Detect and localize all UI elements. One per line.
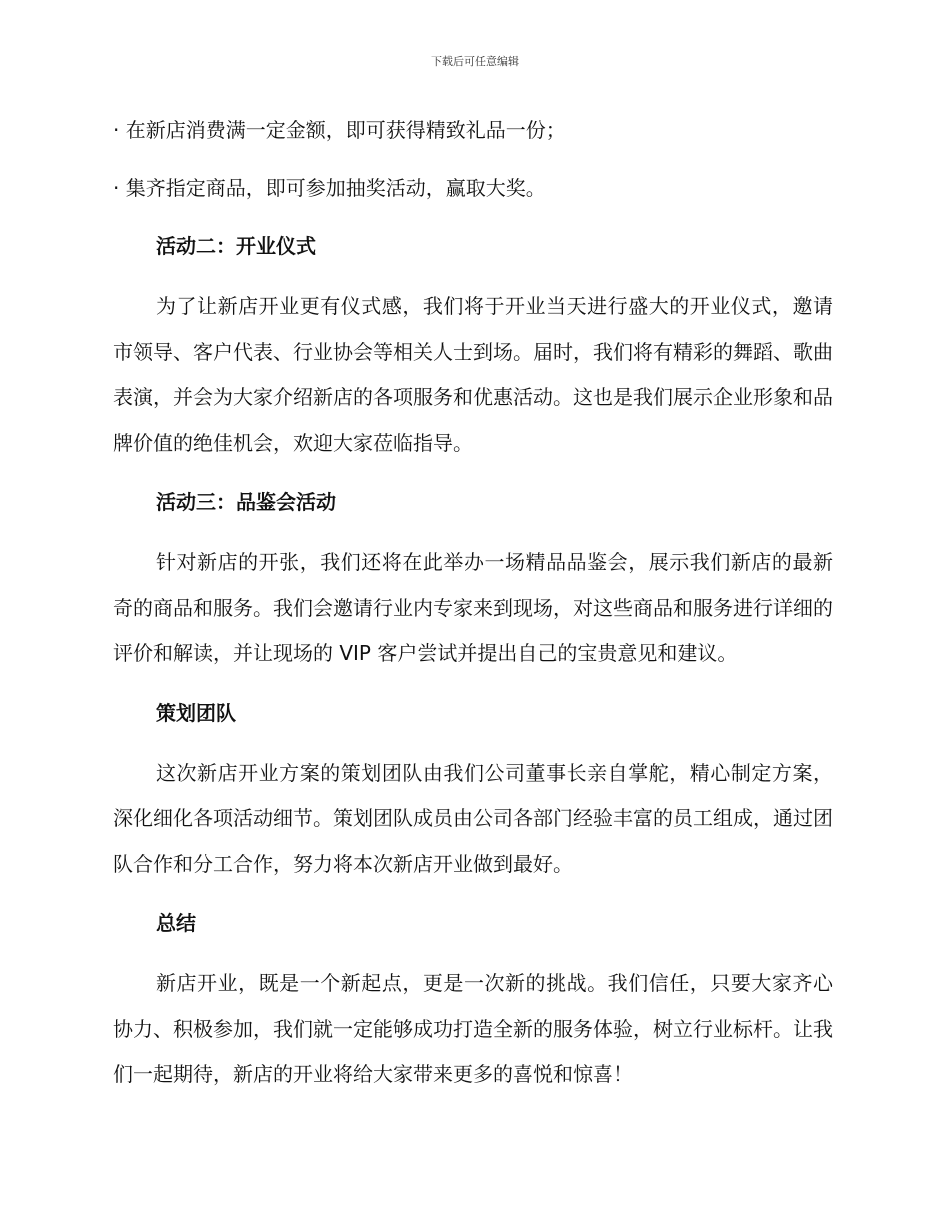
heading-tasting-event: 活动三：品鉴会活动 — [156, 490, 336, 514]
paragraph-opening-ceremony: 为了让新店开业更有仪式感，我们将于开业当天进行盛大的开业仪式，邀请市领导、客户代表、行业协会等相关人士到场。届时，我们将有精彩的舞蹈、歌曲表演，并会为大家介绍新店的各项服务和优惠活动。这也是我们展示企业形象和品牌价值的绝佳机会，欢迎大家莅临指导。 — [113, 294, 833, 455]
page-header: 下载后可任意编辑 — [431, 55, 519, 68]
bullet-gift: · 在新店消费满一定金额，即可获得精致礼品一份； — [113, 118, 566, 142]
bullet-lottery: · 集齐指定商品，即可参加抽奖活动，赢取大奖。 — [113, 176, 546, 200]
heading-planning-team: 策划团队 — [156, 700, 236, 725]
paragraph-planning-team: 这次新店开业方案的策划团队由我们公司董事长亲自掌舵，精心制定方案，深化细化各项活动细节。策划团队成员由公司各部门经验丰富的员工组成，通过团队合作和分工合作，努力将本次新店开业做到最好。 — [113, 760, 833, 876]
paragraph-summary: 新店开业，既是一个新起点，更是一次新的挑战。我们信任，只要大家齐心协力、积极参加，我们就一定能够成功打造全新的服务体验，树立行业标杆。让我们一起期待，新店的开业将给大家带来更多的喜悦和惊喜！ — [113, 971, 833, 1086]
heading-summary: 总结 — [156, 911, 196, 935]
paragraph-tasting-event: 针对新店的开张，我们还将在此举办一场精品品鉴会，展示我们新店的最新奇的商品和服务。我们会邀请行业内专家来到现场，对这些商品和服务进行详细的评价和解读，并让现场的 VIP 客户尝试并提出自己的宝贵意见和建议。 — [113, 550, 833, 665]
document-body — [113, 112, 833, 1116]
heading-opening-ceremony: 活动二：开业仪式 — [156, 234, 316, 258]
